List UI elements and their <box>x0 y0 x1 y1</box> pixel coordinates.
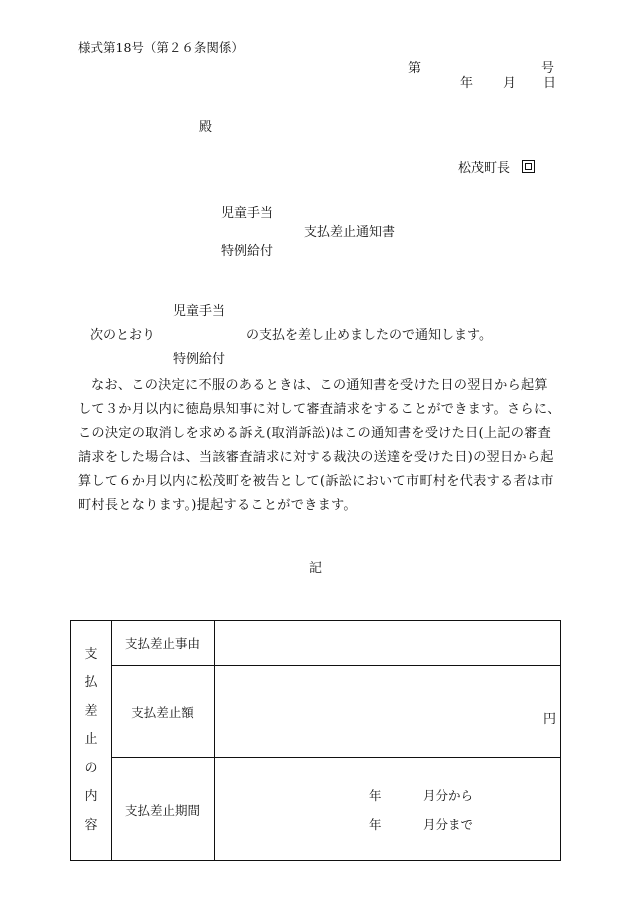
addressee-suffix: 殿 <box>199 120 213 135</box>
amount-unit: 円 <box>543 712 557 727</box>
issuer-name: 松茂町長 <box>458 161 511 176</box>
body-lead-tail: の支払を差し止めましたので通知します。 <box>246 328 492 343</box>
form-number: 様式第18号（第２６条関係） <box>78 40 244 55</box>
row-reason-label: 支払差止事由 <box>124 636 200 651</box>
body-lead: 次のとおり <box>90 328 156 343</box>
period-from-month: 月分から <box>423 788 474 803</box>
paragraph-line: 町村長となります。)提起することができます。 <box>78 498 357 513</box>
side-title-char: の <box>84 760 98 776</box>
period-to-month: 月分まで <box>423 817 474 832</box>
side-title-char: 差 <box>84 703 98 719</box>
paragraph-line: 請求をした場合は、当該審査請求に対する裁決の送達を受けた日)の翌日から起 <box>78 450 554 465</box>
paragraph-line: して３か月以内に徳島県知事に対して審査請求をすることができます。さらに、 <box>78 402 561 417</box>
suspension-details-table <box>70 620 561 861</box>
side-title-char: 支 <box>84 646 98 662</box>
document-number-prefix: 第 <box>408 61 422 76</box>
paragraph-line: この決定の取消しを求める訴え(取消訴訟)はこの通知書を受けた日(上記の審査 <box>78 426 552 441</box>
side-title-char: 内 <box>84 789 98 805</box>
title-option-special-benefit: 特例給付 <box>221 244 274 259</box>
issuer-line <box>458 157 535 176</box>
side-title-char: 止 <box>84 732 98 748</box>
side-title-char: 容 <box>84 817 98 833</box>
paragraph-line: なお、この決定に不服のあるときは、この通知書を受けた日の翌日から起算 <box>91 378 548 393</box>
amount-field[interactable] <box>215 666 561 757</box>
document-number-suffix: 号 <box>541 61 555 76</box>
row-amount-label: 支払差止額 <box>131 704 194 720</box>
date-day: 日 <box>543 76 557 91</box>
table-side-title <box>71 621 111 860</box>
seal-stamp-icon <box>522 160 535 173</box>
title-option-child-allowance: 児童手当 <box>221 206 274 221</box>
date-year: 年 <box>460 76 474 91</box>
period-from-year: 年 <box>369 788 382 803</box>
reason-field[interactable] <box>215 621 561 665</box>
body-option-child-allowance: 児童手当 <box>173 304 226 319</box>
paragraph-line: 算して６か月以内に松茂町を被告として(訴訟において市町村を代表する者は市 <box>78 474 554 489</box>
appeal-notice-paragraph <box>78 374 570 518</box>
date-month: 月 <box>503 76 517 91</box>
page-title: 支払差止通知書 <box>304 225 396 240</box>
row-period-label: 支払差止期間 <box>124 802 200 818</box>
period-to-year: 年 <box>369 817 382 832</box>
period-field[interactable] <box>215 758 561 861</box>
side-title-char: 払 <box>84 675 98 691</box>
ki-heading: 記 <box>309 561 323 576</box>
body-option-special-benefit: 特例給付 <box>173 352 226 367</box>
